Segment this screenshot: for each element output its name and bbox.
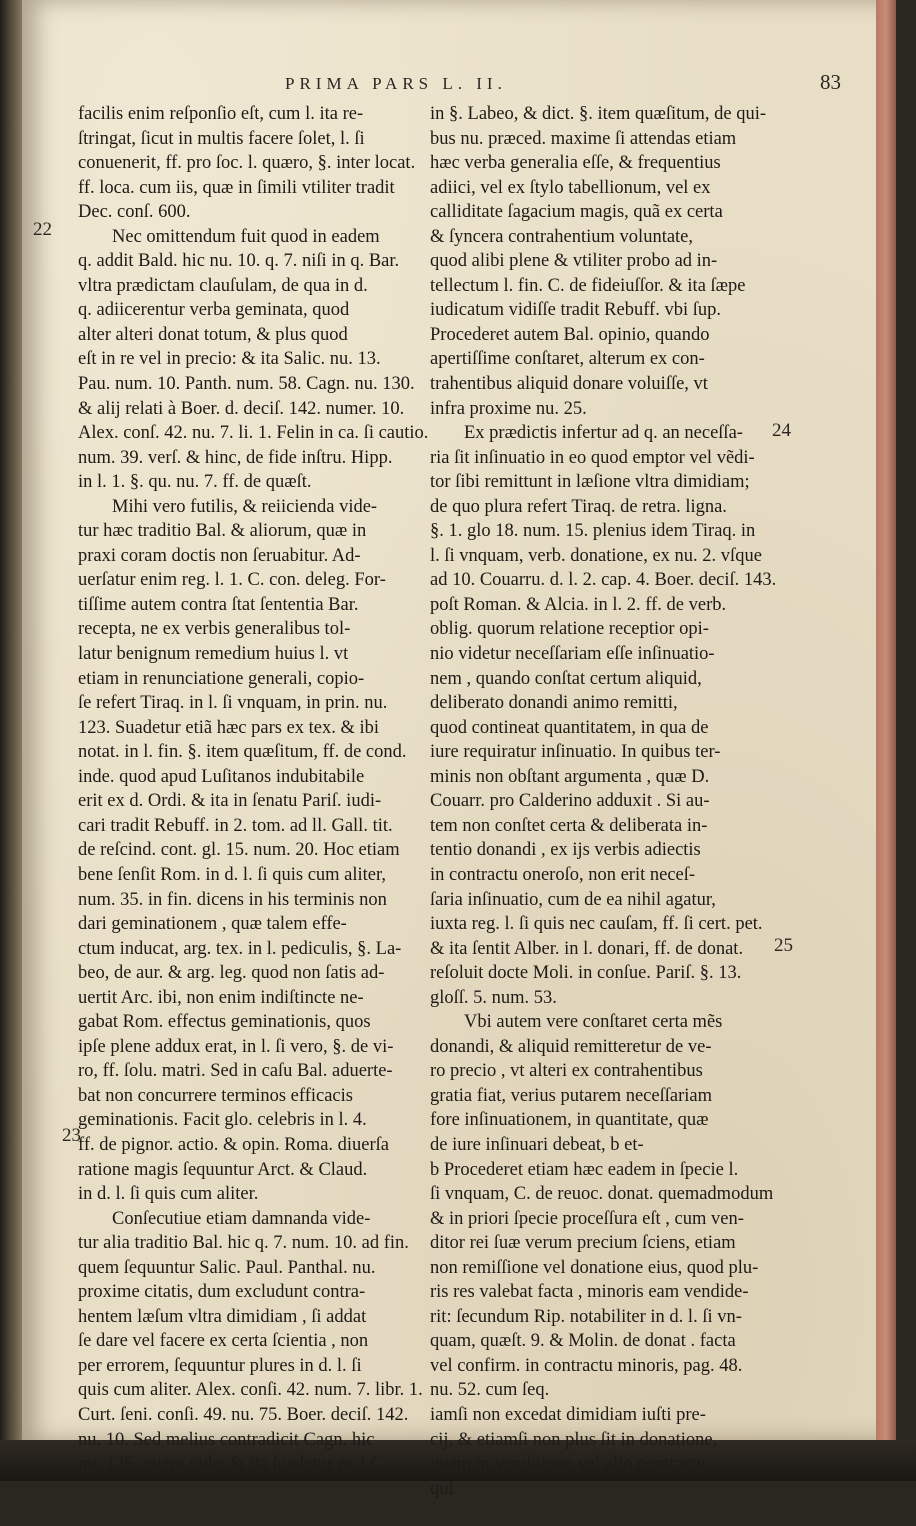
text-line: in §. Labeo, & dict. §. item quæſitum, de qui-	[430, 104, 767, 124]
margin-number: 24	[772, 420, 791, 441]
text-line: de reſcind. cont. gl. 15. num. 20. Hoc etiam	[78, 840, 400, 861]
text-line: geminationis. Facit glo. celebris in l. 4.	[78, 1110, 367, 1131]
text-line: apertiſſime conſtaret, alterum ex con-	[430, 349, 705, 370]
text-line: praxi coram doctis non ſeruabitur. Ad-	[78, 545, 361, 566]
text-line: uertit Arc. ibi, non enim indiſtincte ne-	[78, 987, 364, 1008]
right-column	[430, 102, 785, 1526]
text-line: vel confirm. in contractu minoris, pag. 48.	[430, 1355, 743, 1376]
text-line: num. 35. in fin. dicens in his terminis non	[78, 889, 387, 910]
text-line: conuenerit, ff. pro ſoc. l. quæro, §. inter locat.	[78, 153, 416, 174]
text-line: ris res valebat facta , minoris eam vendide-	[430, 1282, 749, 1303]
text-line: bene ſenſit Rom. in d. l. ſi quis cum aliter,	[78, 864, 387, 885]
text-line: gloſſ. 5. num. 53.	[430, 987, 557, 1008]
text-line: tem non conſtet certa & deliberata in-	[430, 815, 708, 836]
text-line: iamſi non excedat dimidiam iuſti pre-	[430, 1404, 706, 1425]
margin-number: 25	[774, 935, 793, 956]
text-line: bat non concurrere terminos efficacis	[78, 1085, 353, 1106]
text-line: ſi vnquam, C. de reuoc. donat. quemadmodum	[430, 1184, 774, 1205]
text-line: hæc verba generalia eſſe, & frequentius	[430, 153, 721, 174]
text-line: nio videtur neceſſariam eſſe inſinuatio-	[430, 644, 715, 665]
text-line: reſoluit docte Moli. in conſue. Pariſ. §. 13.	[430, 963, 742, 984]
text-line: tentio donandi , ex ijs verbis adiectis	[430, 840, 701, 861]
text-line: num. 39. verſ. & hinc, de fide inſtru. Hipp.	[78, 447, 393, 468]
page-edge	[876, 0, 896, 1440]
text-line: iuxta reg. l. ſi quis nec cauſam, ff. ſi cert. pet.	[430, 914, 763, 935]
text-line: fore inſinuationem, in quantitate, quæ	[430, 1110, 709, 1131]
text-line: ff. loca. cum iis, quæ in ſimili vtiliter tradit	[78, 177, 395, 198]
text-line: & ita ſentit Alber. in l. donari, ff. de donat.	[430, 938, 744, 959]
text-line: hentem læſum vltra dimidiam , ſi addat	[78, 1306, 367, 1327]
text-line: beo, de aur. & arg. leg. quod non ſatis ad-	[78, 963, 385, 984]
text-line: minis non obſtant argumenta , quæ D.	[430, 766, 710, 787]
text-line: gabat Rom. effectus geminationis, quos	[78, 1012, 371, 1033]
text-line: ad 10. Couarru. d. l. 2. cap. 4. Boer. deciſ. 143.	[430, 570, 777, 591]
text-line: per errorem, ſequuntur plures in d. l. ſi	[78, 1355, 362, 1376]
text-line: quam, quæſt. 9. & Molin. de donat . facta	[430, 1331, 736, 1352]
text-line: ditor rei ſuæ verum precium ſciens, etiam	[430, 1233, 736, 1254]
text-line: tellectum l. fin. C. de fideiuſſor. & ita ſæpe	[430, 275, 746, 296]
text-line: cari tradit Rebuff. in 2. tom. ad ll. Gall. tit.	[78, 815, 393, 836]
text-line: calliditate ſagacium magis, quã ex certa	[430, 202, 723, 223]
text-line: adiici, vel ex ſtylo tabellionum, vel ex	[430, 177, 711, 198]
text-line: Mihi vero futilis, & reiicienda vide-	[112, 496, 378, 517]
text-line: gratia fiat, verius putarem neceſſariam	[430, 1085, 712, 1106]
text-line: deliberato donandi animo remitti,	[430, 693, 678, 714]
text-line: 123. Suadetur etiã hæc pars ex tex. & ibi	[78, 717, 380, 738]
text-line: donandi, & aliquid remitteretur de ve-	[430, 1036, 712, 1057]
text-line: nu. 10. Sed melius contradicit Cagn. hic	[78, 1429, 375, 1450]
text-line: quod contineat quantitatem, in qua de	[430, 717, 709, 738]
text-line: poſt Roman. & Alcia. in l. 2. ff. de verb.	[430, 594, 727, 615]
text-line: de quo plura refert Tiraq. de retra. ligna.	[430, 496, 727, 517]
text-line: tur hæc traditio Bal. & aliorum, quæ in	[78, 521, 367, 542]
text-line: infra proxime nu. 25.	[430, 398, 587, 419]
text-line: Couarr. pro Calderino adduxit . Si au-	[430, 791, 710, 812]
text-line: tur alia traditio Bal. hic q. 7. num. 10. ad fin.	[78, 1233, 409, 1254]
text-line: in d. l. ſi quis cum aliter.	[78, 1184, 259, 1205]
text-line: Dec. conſ. 600.	[78, 202, 191, 223]
text-line: ria ſit inſinuatio in eo quod emptor vel vẽdi-	[430, 447, 755, 468]
text-line: ſe refert Tiraq. in l. ſi vnquam, in prin. nu.	[78, 693, 388, 714]
text-line: oblig. quorum relatione receptior opi-	[430, 619, 709, 640]
text-line: nu. 52. cum ſeq.	[430, 1380, 550, 1401]
text-line: quam in venditione vel alio contractu,	[430, 1454, 711, 1475]
text-line: & in priori ſpecie proceſſura eſt , cum ven-	[430, 1208, 744, 1229]
text-line: ratione magis ſequuntur Arct. & Claud.	[78, 1159, 368, 1180]
page-number: 83	[820, 70, 841, 94]
catchword	[430, 1501, 785, 1526]
text-line: Conſecutiue etiam damnanda vide-	[112, 1208, 371, 1229]
text-line: Procederet autem Bal. opinio, quando	[430, 324, 710, 345]
text-line: iure requiratur inſinuatio. In quibus ter-	[430, 742, 721, 763]
text-line: nu. 126. quem vide: & ita ſuadetur ex I C.	[78, 1454, 388, 1475]
text-line: qui	[430, 1478, 454, 1499]
text-line: Vbi autem vere conſtaret certa mẽs	[464, 1012, 723, 1033]
text-line: inde. quod apud Luſitanos indubitabile	[78, 766, 365, 787]
text-line: ctum inducat, arg. tex. in l. pediculis, §. La-	[78, 938, 402, 959]
text-line: ff. de pignor. actio. & opin. Roma. diuerſa	[78, 1134, 390, 1155]
text-line: vltra prædictam clauſulam, de qua in d.	[78, 275, 368, 296]
text-line: ro, ff. ſolu. matri. Sed in caſu Bal. aduerte-	[78, 1061, 393, 1082]
text-line: recepta, ne ex verbis generalibus tol-	[78, 619, 351, 640]
text-line: proxime citatis, dum excludunt contra-	[78, 1282, 366, 1303]
text-line: bus nu. præced. maxime ſi attendas etiam	[430, 128, 737, 149]
text-line: Ex prædictis infertur ad q. an neceſſa-	[464, 423, 743, 444]
text-line: quod alibi plene & vtiliter probo ad in-	[430, 251, 718, 272]
text-line: erit ex d. Ordi. & ita in ſenatu Pariſ. iudi-	[78, 791, 382, 812]
text-line: nem , quando conſtat certum aliquid,	[430, 668, 702, 689]
text-line: cij, & etiamſi non plus ſit in donatione,	[430, 1429, 718, 1450]
text-line: q. addit Bald. hic nu. 10. q. 7. niſi in q. Bar.	[78, 251, 400, 272]
text-line: b Procederet etiam hæc eadem in ſpecie l.	[430, 1159, 739, 1180]
text-line: Pau. num. 10. Panth. num. 58. Cagn. nu. 130.	[78, 374, 415, 395]
text-line: ro precio , vt alteri ex contrahentibus	[430, 1061, 703, 1082]
text-line: uerſatur enim reg. l. 1. C. con. deleg. For-	[78, 570, 386, 591]
text-line: de iure inſinuari debeat, b et-	[430, 1134, 644, 1155]
left-column	[78, 102, 430, 1477]
text-line: ſaria inſinuatio, cum de ea nihil agatur,	[430, 889, 716, 910]
text-line: & alij relati à Boer. d. deciſ. 142. numer. 10.	[78, 398, 405, 419]
margin-number: 22	[33, 219, 52, 240]
text-line: q. adiicerentur verba geminata, quod	[78, 300, 350, 321]
text-line: in contractu oneroſo, non erit neceſ-	[430, 864, 696, 885]
text-line: & ſyncera contrahentium voluntate,	[430, 226, 694, 247]
text-line: §. 1. glo 18. num. 15. plenius idem Tiraq. in	[430, 521, 756, 542]
text-line: Curt. ſeni. conſi. 49. nu. 75. Boer. deciſ. 142.	[78, 1404, 409, 1425]
text-line: facilis enim reſponſio eſt, cum l. ita re-	[78, 104, 364, 124]
text-line: quem ſequuntur Salic. Paul. Panthal. nu.	[78, 1257, 376, 1278]
text-line: alter alteri donat totum, & plus quod	[78, 324, 348, 345]
text-line: non remiſſione vel donatione eius, quod plu-	[430, 1257, 759, 1278]
text-line: eſt in re vel in precio: & ita Salic. nu. 13.	[78, 349, 381, 370]
running-head: PRIMA PARS L. II.	[285, 74, 507, 93]
text-line: notat. in l. fin. §. item quæſitum, ff. de cond.	[78, 742, 407, 763]
text-line: iudicatum vidiſſe tradit Rebuff. vbi ſup.	[430, 300, 721, 321]
text-line: Nec omittendum fuit quod in eadem	[112, 226, 380, 247]
text-line: in l. 1. §. qu. nu. 7. ff. de quæſt.	[78, 472, 312, 493]
text-line: trahentibus aliquid donare voluiſſe, vt	[430, 374, 708, 395]
text-line: rit: ſecundum Rip. notabiliter in d. l. ſi vn-	[430, 1306, 742, 1327]
text-line: l. ſi vnquam, verb. donatione, ex nu. 2. vſque	[430, 545, 762, 566]
text-line: Alex. conſ. 42. nu. 7. li. 1. Felin in ca. ſi cautio.	[78, 423, 429, 444]
text-line: tiſſime autem contra ſtat ſententia Bar.	[78, 594, 359, 615]
text-line: ipſe plene addux erat, in l. ſi vero, §. de vi-	[78, 1036, 394, 1057]
text-line: dari geminationem , quæ talem effe-	[78, 914, 347, 935]
margin-number: 23	[62, 1125, 81, 1146]
text-line: quis cum aliter. Alex. conſi. 42. num. 7. libr. 1.	[78, 1380, 423, 1401]
text-line: ſtringat, ſicut in multis facere ſolet, l. ſi	[78, 128, 365, 149]
text-line: latur benignum remedium huius l. vt	[78, 644, 349, 665]
text-line: ſe dare vel facere ex certa ſcientia , non	[78, 1331, 369, 1352]
text-line: tor ſibi remittunt in læſione vltra dimidiam;	[430, 472, 750, 493]
text-line: etiam in renunciatione generali, copio-	[78, 668, 365, 689]
